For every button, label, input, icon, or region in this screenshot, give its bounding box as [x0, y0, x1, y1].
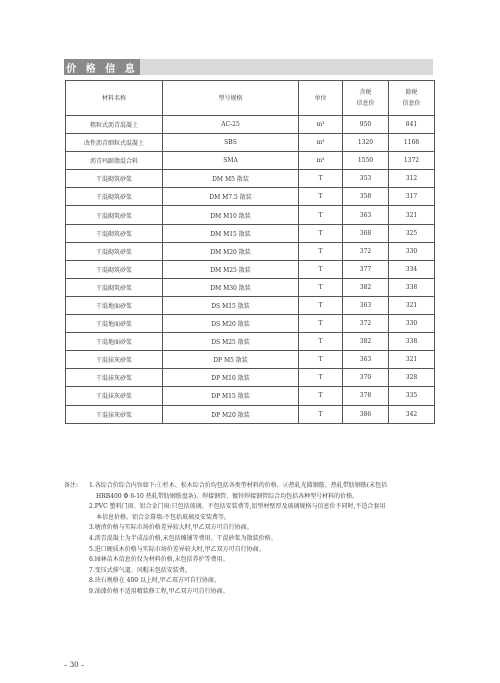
cell-unit: T — [299, 387, 343, 405]
col-header-tax-included-line1: 含税 — [359, 89, 372, 96]
cell-material: 干混砌筑砂浆 — [66, 206, 163, 224]
table-row — [66, 134, 435, 152]
col-header-tax-excluded — [389, 81, 435, 116]
table-row — [66, 206, 435, 224]
cell-tax-excluded: 338 — [389, 278, 435, 296]
col-header-tax-included — [343, 81, 389, 116]
note-item — [64, 481, 444, 492]
cell-spec: DM M20 散装 — [163, 242, 299, 260]
cell-material: 干混抹灰砂浆 — [66, 369, 163, 387]
table-header-row — [66, 81, 435, 116]
cell-material: 改性沥青细粒式混凝土 — [66, 134, 163, 152]
cell-material: 干混地面砂浆 — [66, 296, 163, 314]
cell-unit: T — [299, 188, 343, 206]
table-row — [66, 242, 435, 260]
note-text: 1.各综合价综合内容如下:①杉木、松木综合价均包括各类型材料的价格。②热轧光圆钢筋、热轧带肋钢筋(未包括 — [89, 482, 388, 489]
table-row — [66, 369, 435, 387]
cell-material: 干混地面砂浆 — [66, 315, 163, 333]
cell-unit: m³ — [299, 134, 343, 152]
cell-tax-excluded: 841 — [389, 116, 435, 134]
cell-tax-included: 1320 — [343, 134, 389, 152]
cell-tax-included: 378 — [343, 387, 389, 405]
cell-spec: DM M7.5 散装 — [163, 188, 299, 206]
note-item: 7.变压式排气道、风帽未包括安装费。 — [89, 566, 191, 574]
cell-tax-excluded: 330 — [389, 242, 435, 260]
cell-tax-included: 377 — [343, 260, 389, 278]
cell-spec: DP M5 散装 — [163, 351, 299, 369]
cell-spec: DP M15 散装 — [163, 387, 299, 405]
cell-spec: DS M20 散装 — [163, 315, 299, 333]
cell-material: 干混抹灰砂浆 — [66, 351, 163, 369]
table-row — [66, 405, 435, 423]
cell-tax-excluded: 1168 — [389, 134, 435, 152]
cell-spec: DM M30 散装 — [163, 278, 299, 296]
col-header-material: 材料名称 — [66, 81, 163, 116]
cell-spec: AC-25 — [163, 116, 299, 134]
note-item: 3.塘渣价格与实际市场价格差异较大时,甲乙双方可自行协商。 — [89, 524, 253, 532]
cell-tax-included: 363 — [343, 351, 389, 369]
cell-spec: SBS — [163, 134, 299, 152]
col-header-tax-included-line2: 信息价 — [356, 100, 375, 107]
cell-material: 干混抹灰砂浆 — [66, 387, 163, 405]
table-row — [66, 260, 435, 278]
cell-unit: T — [299, 296, 343, 314]
cell-spec: DP M20 散装 — [163, 405, 299, 423]
cell-tax-included: 372 — [343, 315, 389, 333]
cell-tax-excluded: 1372 — [389, 152, 435, 170]
cell-spec: DP M10 散装 — [163, 369, 299, 387]
cell-tax-excluded: 321 — [389, 206, 435, 224]
cell-tax-included: 368 — [343, 224, 389, 242]
cell-spec: DS M15 散装 — [163, 296, 299, 314]
notes-label: 备注: — [64, 482, 79, 489]
section-header — [64, 59, 433, 75]
cell-unit: T — [299, 224, 343, 242]
cell-material: 干混抹灰砂浆 — [66, 405, 163, 423]
table-row — [66, 116, 435, 134]
table-row — [66, 315, 435, 333]
cell-spec: DM M10 散装 — [163, 206, 299, 224]
cell-tax-excluded: 334 — [389, 260, 435, 278]
price-table — [65, 80, 435, 424]
cell-tax-included: 382 — [343, 278, 389, 296]
note-item: 6.园林苗木信息价仅为材料价格,未包括养护等费用。 — [89, 556, 229, 564]
cell-material: 干混砌筑砂浆 — [66, 260, 163, 278]
note-item: 5.进口硬质木价格与实际市场价差异较大时,甲乙双方可自行协商。 — [89, 545, 265, 553]
cell-spec: DS M25 散装 — [163, 333, 299, 351]
cell-tax-excluded: 325 — [389, 224, 435, 242]
cell-tax-included: 363 — [343, 296, 389, 314]
col-header-tax-excluded-line2: 信息价 — [402, 100, 421, 107]
cell-tax-excluded: 328 — [389, 369, 435, 387]
cell-unit: T — [299, 369, 343, 387]
col-header-tax-excluded-line1: 除税 — [405, 89, 418, 96]
note-continuation: HRB400 Φ 6-10 热轧带肋钢筋盘条)、焊接钢管、镀锌焊接钢管综合均包括各种型号材料的价格。 — [96, 492, 359, 500]
cell-unit: T — [299, 278, 343, 296]
cell-tax-excluded: 335 — [389, 387, 435, 405]
cell-material: 干混砌筑砂浆 — [66, 224, 163, 242]
table-row — [66, 351, 435, 369]
cell-tax-included: 382 — [343, 333, 389, 351]
note-item: 2.PVC 塑料门窗、铝合金门窗:只包括玻璃、不包括安装费等,铝型材壁厚及玻璃规格与信息价不同时,不适合套用 — [89, 503, 386, 511]
table-row — [66, 278, 435, 296]
cell-tax-excluded: 321 — [389, 351, 435, 369]
cell-spec: SMA — [163, 152, 299, 170]
cell-unit: T — [299, 405, 343, 423]
cell-tax-included: 353 — [343, 170, 389, 188]
cell-tax-excluded: 330 — [389, 315, 435, 333]
cell-material: 粗粒式沥青混凝土 — [66, 116, 163, 134]
cell-unit: T — [299, 170, 343, 188]
table-row — [66, 333, 435, 351]
note-item: 8.块石规格在 400 以上时,甲乙双方可自行协商。 — [89, 577, 220, 585]
cell-unit: T — [299, 260, 343, 278]
cell-unit: m³ — [299, 152, 343, 170]
table-row — [66, 224, 435, 242]
table-row — [66, 152, 435, 170]
cell-tax-included: 950 — [343, 116, 389, 134]
cell-unit: m³ — [299, 116, 343, 134]
cell-spec: DM M25 散装 — [163, 260, 299, 278]
cell-spec: DM M5 散装 — [163, 170, 299, 188]
section-title: 价 格 信 息 — [64, 59, 140, 75]
note-item: 4.沥青混凝土为半成品价格,未包括摊铺等费用。干混砂浆为散装价格。 — [89, 534, 277, 542]
cell-tax-excluded: 342 — [389, 405, 435, 423]
cell-tax-included: 386 — [343, 405, 389, 423]
cell-unit: T — [299, 351, 343, 369]
table-row — [66, 387, 435, 405]
cell-tax-included: 372 — [343, 242, 389, 260]
cell-tax-included: 370 — [343, 369, 389, 387]
cell-material: 干混砌筑砂浆 — [66, 188, 163, 206]
cell-material: 干混砌筑砂浆 — [66, 242, 163, 260]
cell-material: 干混砌筑砂浆 — [66, 278, 163, 296]
cell-tax-excluded: 312 — [389, 170, 435, 188]
table-row — [66, 188, 435, 206]
cell-tax-included: 1550 — [343, 152, 389, 170]
cell-tax-included: 358 — [343, 188, 389, 206]
table-row — [66, 296, 435, 314]
cell-unit: T — [299, 333, 343, 351]
col-header-unit: 单位 — [299, 81, 343, 116]
note-item: 9.油漆价格不适用精装修工程,甲乙双方可自行协商。 — [89, 587, 229, 595]
cell-material: 干混砌筑砂浆 — [66, 170, 163, 188]
col-header-spec: 型号规格 — [163, 81, 299, 116]
cell-tax-excluded: 321 — [389, 296, 435, 314]
cell-tax-excluded: 338 — [389, 333, 435, 351]
cell-tax-included: 363 — [343, 206, 389, 224]
notes-section — [64, 481, 444, 598]
page-number: – 30 – — [64, 661, 85, 669]
cell-spec: DM M15 散装 — [163, 224, 299, 242]
cell-unit: T — [299, 206, 343, 224]
cell-material: 干混地面砂浆 — [66, 333, 163, 351]
note-continuation: 本信息价格。铝合金幕墙:不包括玻璃及安装费等。 — [96, 513, 231, 521]
table-row — [66, 170, 435, 188]
cell-unit: T — [299, 315, 343, 333]
header-bar — [140, 59, 433, 75]
cell-material: 沥青玛蹄脂混合料 — [66, 152, 163, 170]
cell-tax-excluded: 317 — [389, 188, 435, 206]
cell-unit: T — [299, 242, 343, 260]
